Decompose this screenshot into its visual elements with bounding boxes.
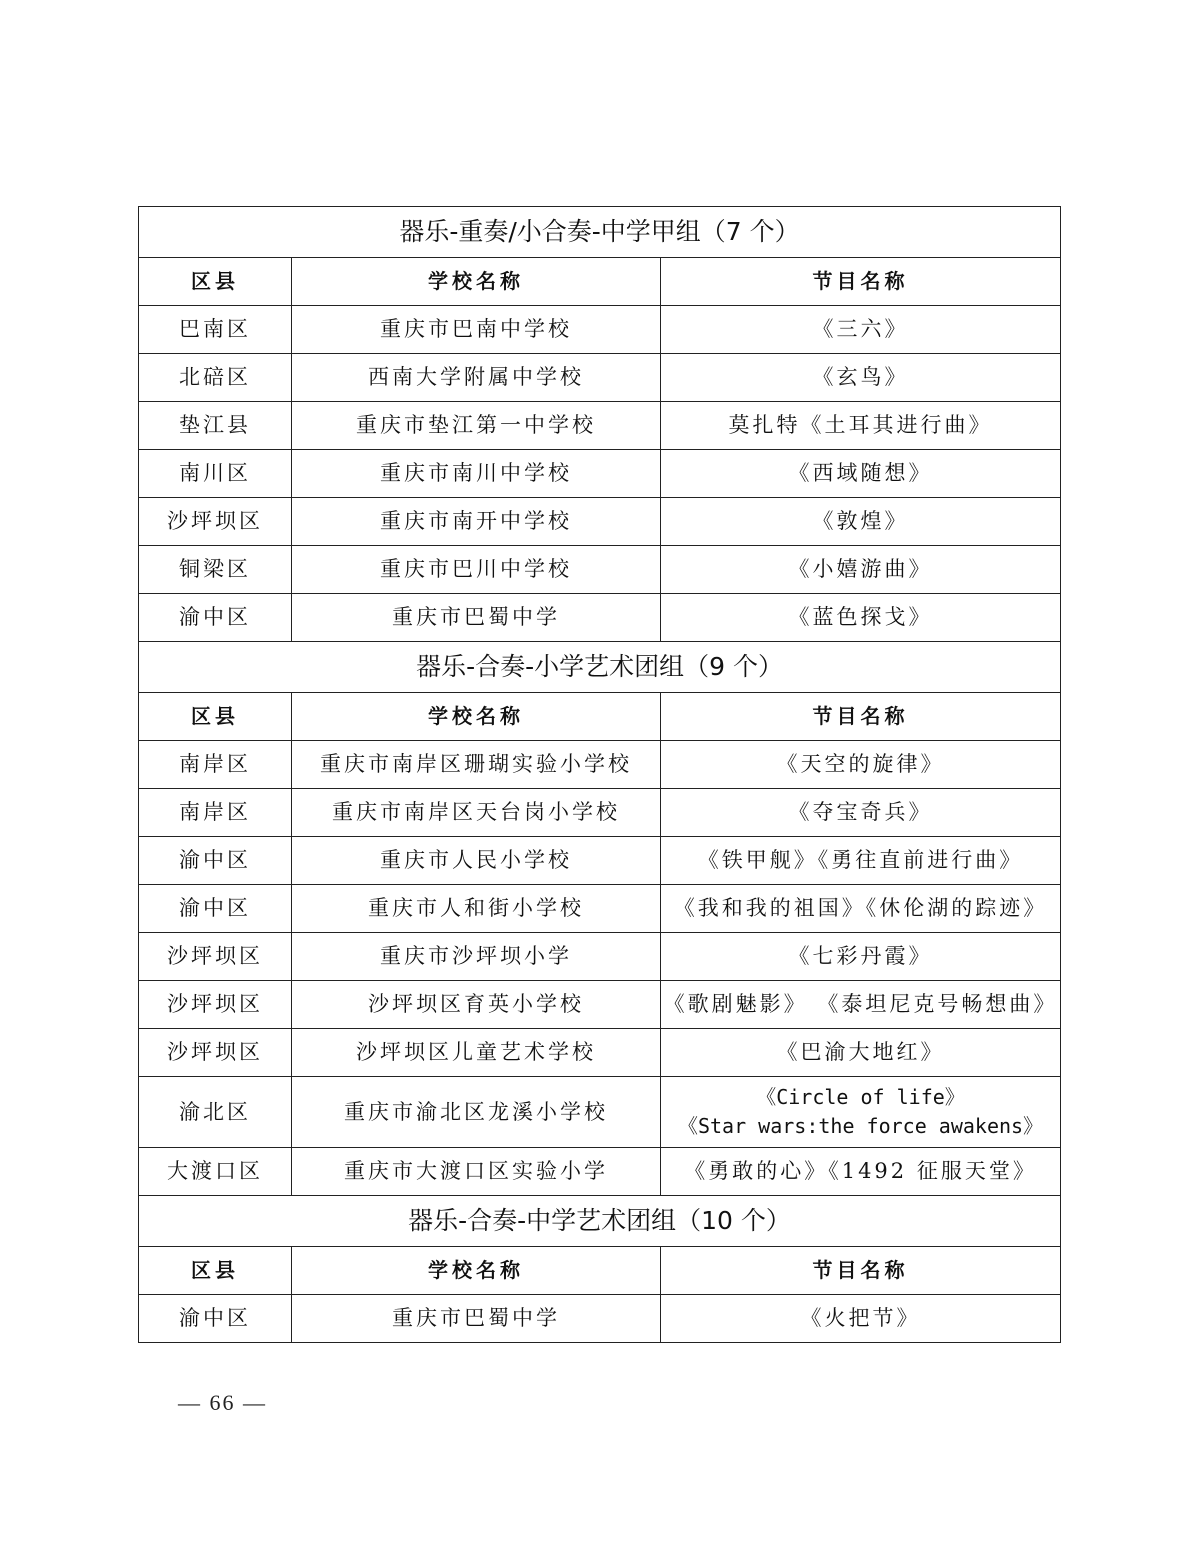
program-cell [661,789,1061,837]
district-cell: 大渡口区 [139,1148,292,1196]
program-cell [661,885,1061,933]
program-line: 《铁甲舰》《勇往直前进行曲》 [697,848,1024,873]
school-cell: 重庆市南岸区天台岗小学校 [292,789,661,837]
school-cell: 重庆市人和街小学校 [292,885,661,933]
program-line: 《夺宝奇兵》 [788,800,933,825]
program-cell [661,1295,1061,1343]
district-cell: 沙坪坝区 [139,498,292,546]
program-line: 《火把节》 [800,1306,921,1331]
program-cell [661,1148,1061,1196]
program-cell [661,498,1061,546]
district-cell: 沙坪坝区 [139,1029,292,1077]
section-title: 器乐-合奏-中学艺术团组（10 个） [139,1196,1061,1247]
district-cell: 渝中区 [139,885,292,933]
school-header: 学校名称 [292,258,661,306]
district-cell: 渝中区 [139,594,292,642]
school-cell: 西南大学附属中学校 [292,354,661,402]
program-line: 《勇敢的心》《1492 征服天堂》 [684,1159,1037,1184]
district-cell: 渝中区 [139,1295,292,1343]
program-line: 《天空的旋律》 [776,752,945,777]
program-line: 《七彩丹霞》 [788,944,933,969]
program-cell [661,1077,1061,1148]
column-header-row [139,693,1061,741]
district-header: 区县 [139,258,292,306]
section-title-row [139,1196,1061,1247]
table-row [139,354,1061,402]
program-cell [661,594,1061,642]
column-header-row [139,258,1061,306]
program-line: 《三六》 [812,317,909,342]
program-cell [661,306,1061,354]
school-cell: 沙坪坝区儿童艺术学校 [292,1029,661,1077]
program-line: 《蓝色探戈》 [788,605,933,630]
program-header: 节目名称 [661,1247,1061,1295]
section-title: 器乐-重奏/小合奏-中学甲组（7 个） [139,207,1061,258]
district-cell: 南岸区 [139,789,292,837]
results-table [138,206,1061,1343]
program-line: 《Circle of life》 [756,1085,965,1109]
table-row [139,741,1061,789]
program-cell [661,933,1061,981]
school-cell: 重庆市巴南中学校 [292,306,661,354]
column-header-row [139,1247,1061,1295]
program-line: 《巴渝大地红》 [776,1040,945,1065]
district-cell: 南岸区 [139,741,292,789]
table-row [139,981,1061,1029]
program-cell [661,741,1061,789]
school-cell: 重庆市人民小学校 [292,837,661,885]
table-row [139,498,1061,546]
district-cell: 巴南区 [139,306,292,354]
program-line: 《西域随想》 [788,461,933,486]
table-row [139,402,1061,450]
table-row [139,789,1061,837]
table-row [139,594,1061,642]
school-cell: 重庆市南岸区珊瑚实验小学校 [292,741,661,789]
program-cell [661,450,1061,498]
district-cell: 北碚区 [139,354,292,402]
program-header: 节目名称 [661,258,1061,306]
program-line: 《小嬉游曲》 [788,557,933,582]
table-row [139,450,1061,498]
school-cell: 重庆市垫江第一中学校 [292,402,661,450]
table-row [139,306,1061,354]
district-cell: 铜梁区 [139,546,292,594]
table-row [139,1077,1061,1148]
program-cell [661,837,1061,885]
district-header: 区县 [139,693,292,741]
school-cell: 重庆市南开中学校 [292,498,661,546]
school-header: 学校名称 [292,693,661,741]
district-cell: 渝北区 [139,1077,292,1148]
table-row [139,933,1061,981]
program-line: 《玄鸟》 [812,365,909,390]
table-row [139,885,1061,933]
program-line: 《歌剧魅影》 《泰坦尼克号畅想曲》 [663,992,1058,1017]
district-cell: 渝中区 [139,837,292,885]
table-row [139,837,1061,885]
district-cell: 垫江县 [139,402,292,450]
program-line: 《敦煌》 [812,509,909,534]
program-cell [661,1029,1061,1077]
district-header: 区县 [139,1247,292,1295]
school-cell: 重庆市沙坪坝小学 [292,933,661,981]
district-cell: 沙坪坝区 [139,933,292,981]
program-cell [661,402,1061,450]
school-cell: 重庆市巴川中学校 [292,546,661,594]
school-cell: 重庆市渝北区龙溪小学校 [292,1077,661,1148]
school-cell: 重庆市巴蜀中学 [292,594,661,642]
district-cell: 沙坪坝区 [139,981,292,1029]
page-number: — 66 — [178,1390,267,1415]
table-row [139,1295,1061,1343]
section-title: 器乐-合奏-小学艺术团组（9 个） [139,642,1061,693]
school-cell: 重庆市巴蜀中学 [292,1295,661,1343]
school-cell: 重庆市南川中学校 [292,450,661,498]
program-cell [661,981,1061,1029]
program-line: 《我和我的祖国》《休伦湖的踪迹》 [673,896,1048,921]
program-line: 《Star wars:the force awakens》 [677,1114,1044,1138]
section-title-row [139,642,1061,693]
district-cell: 南川区 [139,450,292,498]
program-header: 节目名称 [661,693,1061,741]
results-table-body [139,207,1061,1343]
program-cell [661,546,1061,594]
school-cell: 重庆市大渡口区实验小学 [292,1148,661,1196]
table-row [139,1148,1061,1196]
table-row [139,1029,1061,1077]
program-cell [661,354,1061,402]
school-header: 学校名称 [292,1247,661,1295]
program-line: 莫扎特《土耳其进行曲》 [728,413,993,438]
section-title-row [139,207,1061,258]
school-cell: 沙坪坝区育英小学校 [292,981,661,1029]
table-row [139,546,1061,594]
